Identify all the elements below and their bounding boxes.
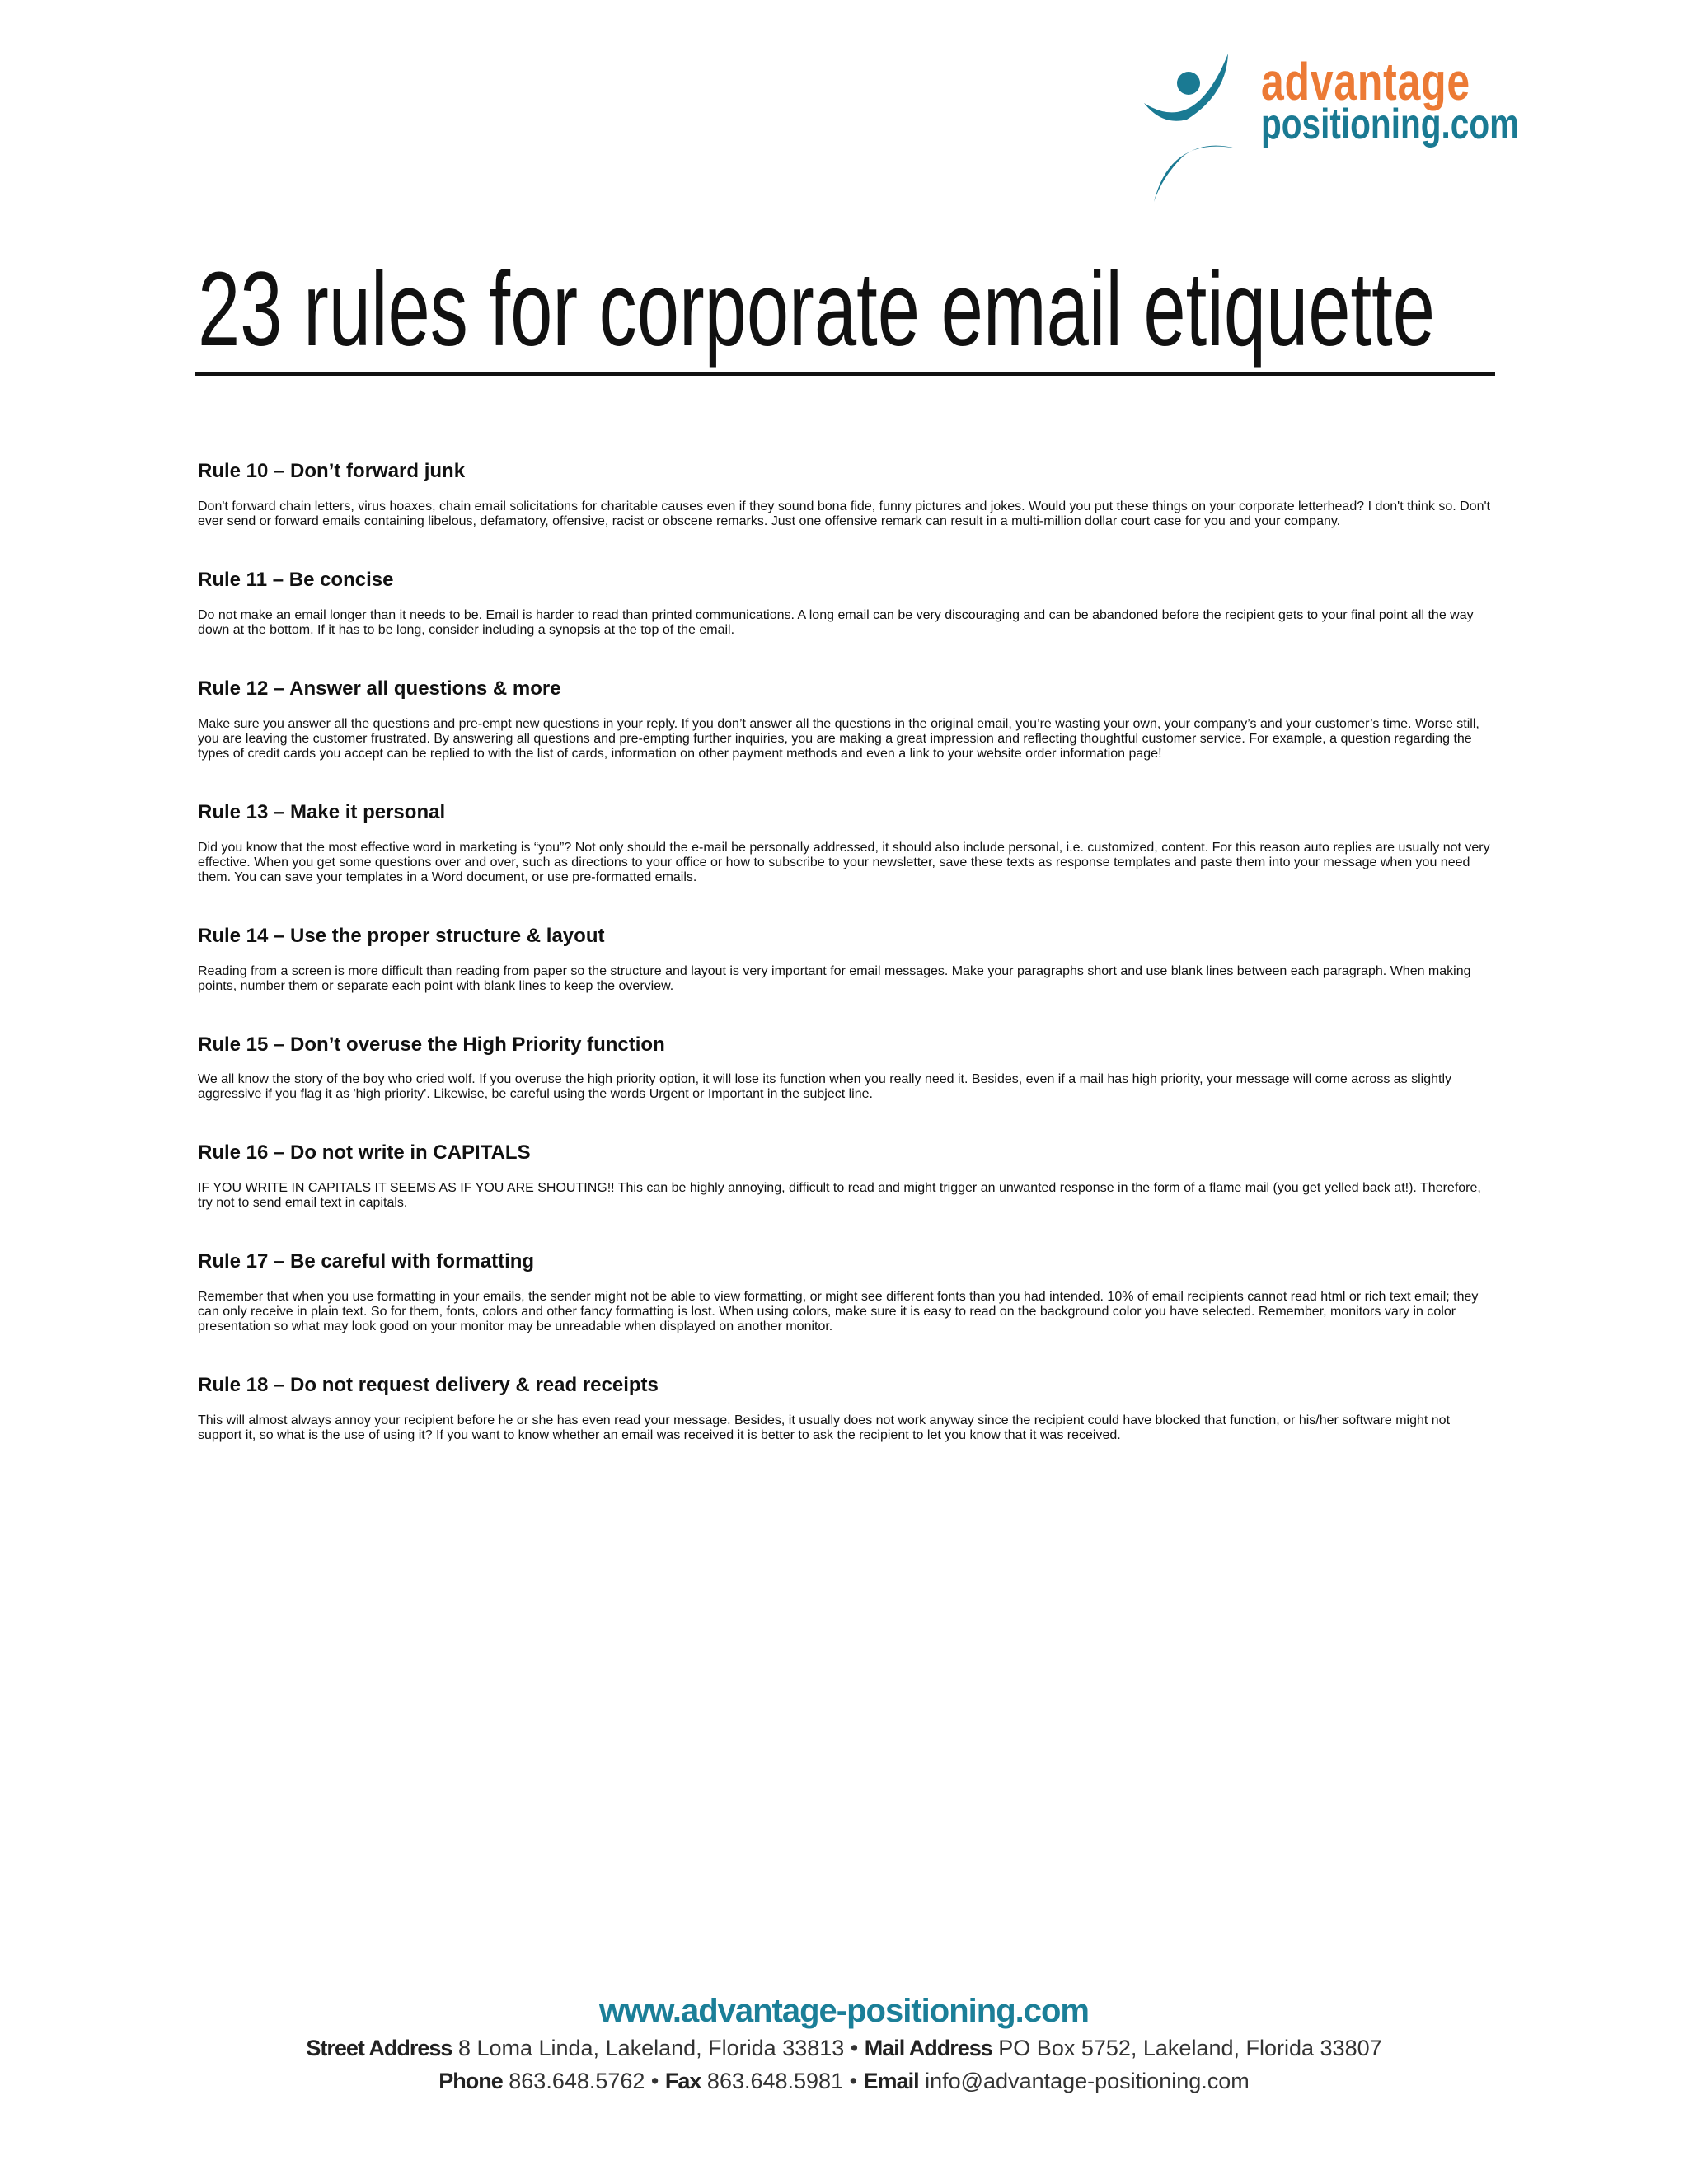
footer-website-link[interactable]: www.advantage-positioning.com [598,1993,1089,2029]
logo-word-advantage: advantage [1261,52,1470,111]
rule-heading: Rule 11 – Be concise [198,568,394,591]
rule-text: Don't forward chain letters, virus hoaxes, chain email solicitations for charitable causes even if they sound bona fide, funny pictures and jokes. Would you put these things on your corporate letterhead? I don't think so. Don't ever send or forward emails containing libelous, defamatory, offensive, racist or obscene remarks. Just one offensive remark can result in a multi-million dollar court case for you and your company. [198,499,1490,528]
rule-heading: Rule 17 – Be careful with formatting [198,1250,535,1273]
fax-number: 863.648.5981 • [701,2069,864,2093]
rule-heading: Rule 18 – Do not request delivery & read receipts [198,1374,659,1397]
rule-heading: Rule 12 – Answer all questions & more [198,677,561,700]
phone-label: Phone [438,2069,503,2093]
rule-text: Remember that when you use formatting in your emails, the sender might not be able to view formatting, or might see different fonts than you had intended. 10% of email recipients cannot read html or rich text email; they can only receive in plain text. So for them, fonts, colors and other fancy formatting is lost. When using colors, make sure it is easy to read on the background color you have selected. Remember, monitors vary in color presentation so what may look good on your monitor may be unreadable when displayed on another monitor. [198,1290,1479,1334]
rule-heading: Rule 13 – Make it personal [198,800,446,823]
rule-text: Did you know that the most effective word in marketing is “you”? Not only should the e-mail be personally addressed, it should also include personal, i.e. customized, content. For this reason auto replies are usually not very effective. When you get some questions over and over, such as directions to your office or how to subscribe to your newsletter, save these texts as response templates and paste them into your message when you need them. You can save your templates in a Word document, or use pre-formatted emails. [198,840,1490,884]
street-address: 8 Loma Linda, Lakeland, Florida 33813 • [452,2036,865,2060]
mail-address-label: Mail Address [864,2036,992,2060]
rule-heading: Rule 16 – Do not write in CAPITALS [198,1141,531,1165]
footer-contacts [0,2069,1688,2094]
footer-addresses [0,2036,1688,2061]
rule-text: This will almost always annoy your recipient before he or she has even read your message. Besides, it usually does not work anyway since the recipient could have blocked that function, or his/her software might not support it, so what is the use of using it? If you want to know whether an email was received it is better to ask the recipient to let you know that it was received. [198,1413,1451,1443]
rule-heading: Rule 14 – Use the proper structure & layout [198,924,605,947]
rule-heading: Rule 15 – Don’t overuse the High Priority function [198,1033,665,1056]
rule-text: We all know the story of the boy who cried wolf. If you overuse the high priority option, it will lose its function when you really need it. Besides, even if a mail has high priority, your message will come across as slightly aggressive if you flag it as 'high priority'. Likewise, be careful using the words Urgent or Important in the subject line. [198,1072,1452,1102]
street-address-label: Street Address [306,2036,452,2060]
fax-label: Fax [664,2069,701,2093]
email-address[interactable]: info@advantage-positioning.com [918,2069,1250,2093]
page-title: 23 rules for corporate email etiquette [198,251,1435,368]
email-label: Email [863,2069,919,2093]
rule-text: Do not make an email longer than it needs to be. Email is harder to read than printed communications. A long email can be very discouraging and can be abandoned before the recipient gets to your final point all the way down at the bottom. If it has to be long, consider including a synopsis at the top of the email. [198,607,1474,637]
rules-list [198,420,1492,1456]
company-logo [1137,45,1520,210]
rule-text: Make sure you answer all the questions and pre-empt new questions in your reply. If you don’t answer all the questions in the original email, you’re wasting your own, your company’s and your customer’s time. Worse still, you are leaving the customer frustrated. By answering all questions and pre-empting further inquiries, you are making a great impression and reflecting thoughtful customer service. For example, a question regarding the types of credit cards you accept can be replied to with the list of cards, information on other payment methods and even a link to your website order information page! [198,716,1479,761]
rule-text: Reading from a screen is more difficult than reading from paper so the structure and layout is very important for email messages. Make your paragraphs short and use blank lines between each paragraph. When making points, number them or separate each point with blank lines to keep the overview. [198,963,1471,993]
logo-word-positioning: positioning.com [1261,101,1520,148]
rule-heading: Rule 10 – Don’t forward junk [198,460,466,482]
title-divider [195,372,1495,376]
mail-address: PO Box 5752, Lakeland, Florida 33807 [992,2036,1382,2060]
rule-text: IF YOU WRITE IN CAPITALS IT SEEMS AS IF YOU ARE SHOUTING!! This can be highly annoying, difficult to read and might trigger an unwanted response in the form of a flame mail (you get yelled back at!). Therefore, try not to send email text in capitals. [198,1181,1481,1211]
phone-number: 863.648.5762 • [502,2069,665,2093]
figure-logo-icon [1137,45,1261,210]
